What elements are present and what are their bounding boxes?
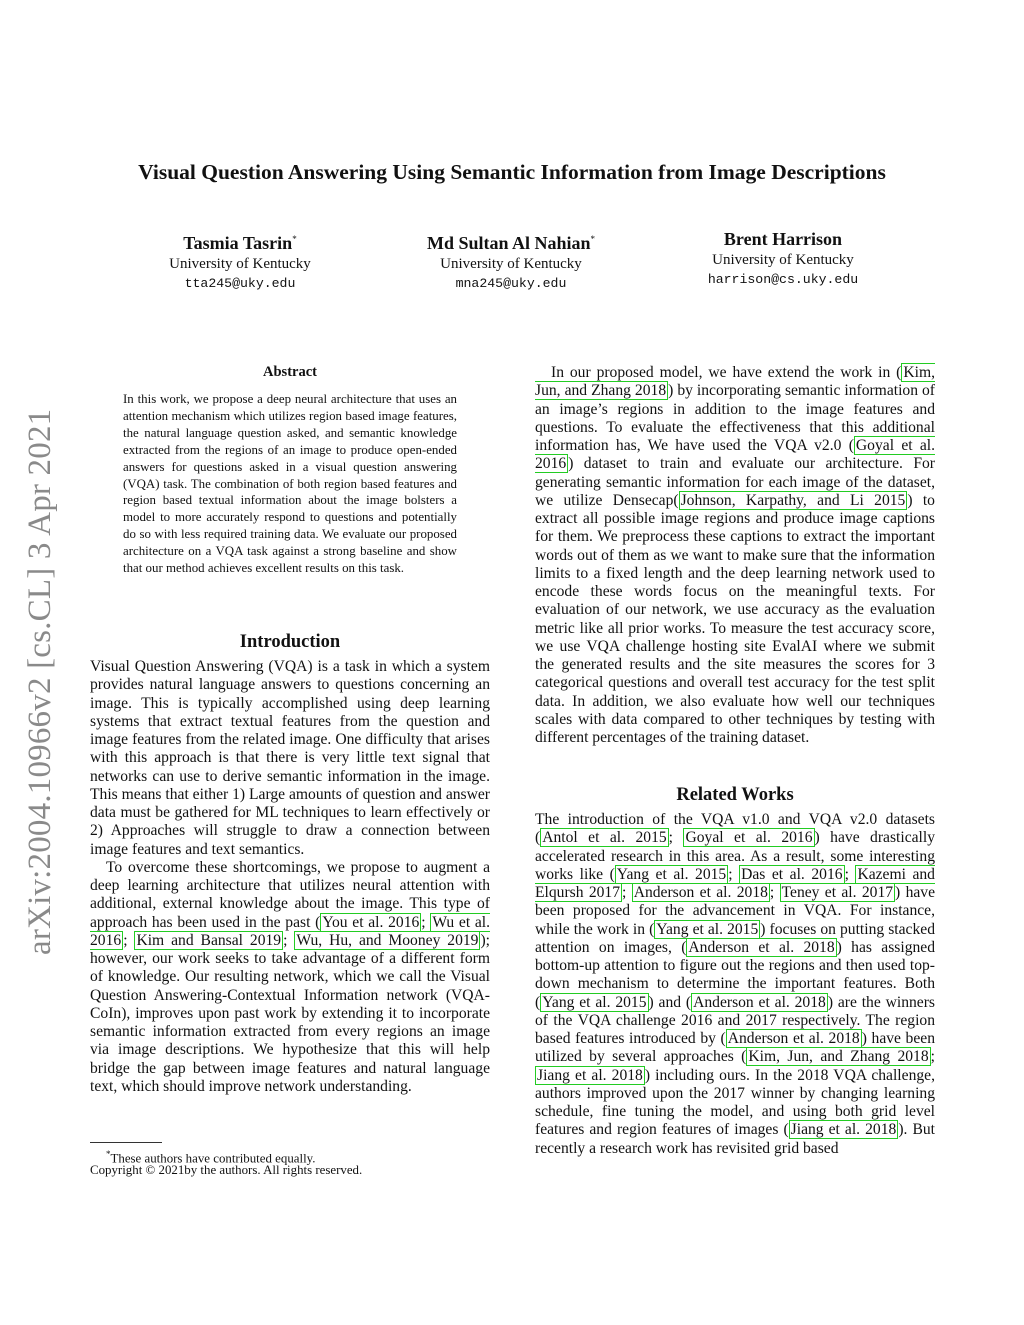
footnote-rule [90,1142,162,1143]
citation-link[interactable]: Anderson et al. 2018 [727,1030,860,1047]
citation-link[interactable]: You et al. 2016 [322,913,420,931]
author-mark: * [590,234,596,244]
citation-link[interactable]: Johnson, Karpathy, and Li 2015 [680,491,906,509]
citation-link[interactable]: Kazemi and Elqursh 2017 [535,865,935,901]
author-name: Tasmia Tasrin [183,233,293,253]
citation-link[interactable]: Yang et al. 2015 [616,865,727,883]
citation-link[interactable]: Antol et al. 2015 [542,829,667,847]
citation-link[interactable]: Anderson et al. 2018 [633,884,768,901]
author-mark: * [292,234,297,244]
paper-title: Visual Question Answering Using Semantic Information from Image Descriptions [138,160,886,184]
right-intro-paragraph: In our proposed model, we have extend the work in ( Kim, Jun, and Zhang 2018 ) by incorporating semantic information of an image’s regions in addition to the image features and questions. To evaluate the effectiveness that this additional information has, We have used the VQA v2.0 ( Goyal et al. 2016 ) dataset to train and evaluate our architecture. For generating semantic information for each image of the dataset, we utilize Densecap( Johnson, Karpathy, and Li 2015 ) to extract all possible image regions and produce image captions for them. We preprocess these captions to extract the important words out of them as we want to make sure that the information limits to a fixed length and the deep learning network used to encode these words focus on the meaningful texts. For evaluation of our network, we use accuracy as the evaluation metric like all prior works. To measure the test accuracy score, we use VQA challenge hosting site EvalAI where we submit the generated results and the site measures the scores for 3 categorical questions and overall test accuracy for the test split data. In addition, we also evaluate how well our techniques scales with data compared to other techniques by testing with different percentages of the training dataset. [535,364,936,746]
citation-link[interactable]: Anderson et al. 2018 [688,938,835,956]
citation-link[interactable]: Jiang et al. 2018 [537,1066,643,1084]
author-3 [653,228,913,289]
author-name: Md Sultan Al Nahian [426,233,591,253]
citation-link[interactable]: Goyal et al. 2016 [535,437,936,473]
citation-link[interactable]: Das et al. 2016 [741,865,843,883]
introduction-heading: Introduction [239,632,341,652]
footnote-mark: * [106,1149,111,1159]
citation-link[interactable]: Yang et al. 2015 [656,920,759,938]
citation-link[interactable]: Goyal et al. 2016 [685,829,813,847]
author-name: Brent Harrison [723,229,843,249]
citation-link[interactable]: Yang et al. 2015 [542,993,647,1011]
author-email: mna245@uky.edu [455,276,567,291]
citation-link[interactable]: Kim and Bansal 2019 [136,931,282,949]
author-affiliation: University of Kentucky [712,252,854,268]
author-1 [110,228,370,293]
citation-link[interactable]: Kim, Jun, and Zhang 2018 [535,364,935,400]
citation-link[interactable]: Jiang et al. 2018 [790,1121,897,1139]
related-works-body: The introduction of the VQA v1.0 and VQA v2.0 datasets ( Antol et al. 2015 ; Goyal et al. 2016 ) have drastically accelerated research in this area. As a result, some interesting works like ( Yang et al. 2015 ; Das et al. 2016 ; Kazemi and Elqursh 2017 ; Anderson et al. 2018 ; Teney et al. 2017 ) have been proposed for the advancement in VQA. For instance, while the work in ( Yang et al. 2015 ) focuses on putting stacked attention on images, ( Anderson et al. 2018 ) has assigned bottom-up attention to figure out the regions and then used top-down mechanism to determine the important features. Both ( Yang et al. 2015 ) and ( Anderson et al. 2018 ) are the winners of the VQA challenge 2016 and 2017 respectively. The region based features introduced by ( Anderson et al. 2018 ) have been utilized by several approaches ( Kim, Jun, and Zhang 2018 ; Jiang et al. 2018 ) including ours. In the 2018 VQA challenge, authors improved upon the 2017 winner by changing learning schedule, fine tuning the model, and using both grid level features and region features of images ( Jiang et al. 2018 ). But recently a research work has revisited grid based [535,811,936,1157]
arxiv-identifier: arXiv:2004.10966v2 [cs.CL] 3 Apr 2021 [22,408,58,955]
related-works-heading: Related Works [676,785,794,805]
footnote-text: These authors have contributed equally. [110,1151,316,1166]
introduction-paragraph-1: Visual Question Answering (VQA) is a task in which a system provides natural language answers to questions concerning an image. This is typically accomplished using deep learning systems that extract textual features from the question and image features from the related image. One difficulty that arises with this approach is that there is very little text signal that networks can use to derive semantic information in the image. This means that either 1) Large amounts of question and answer data must be gathered for ML techniques to learn effectively or 2) Approaches will struggle to draw a connection between image features and text semantics. [90,658,490,858]
introduction-paragraph-2: To overcome these shortcomings, we propose to augment a deep learning architecture that utilizes neural attention with additional, external knowledge about the image. This type of approach has been used in the past ( You et al. 2016 ; Wu et al. 2016 ; Kim and Bansal 2019 ; Wu, Hu, and Mooney 2019 ); however, our work seeks to take advantage of a different form of knowledge. Our resulting network, which we call the Visual Question Answering-Contextual Information network (VQA-CoIn), improves upon past work by extending it to incorporate semantic information extracted from every regions an image via image descriptions. We hypothesize that this will help bridge the gap between image features and natural language text, which should improve network understanding. [90,858,491,1095]
introduction-body [90,658,490,1096]
citation-link[interactable]: Wu et al. 2016 [90,913,491,949]
citation-link[interactable]: Wu, Hu, and Mooney 2019 [296,931,479,949]
author-affiliation: University of Kentucky [440,256,582,272]
citation-link[interactable]: Teney et al. 2017 [781,884,894,901]
author-email: harrison@cs.uky.edu [707,272,859,287]
author-email: tta245@uky.edu [184,276,296,291]
abstract-heading: Abstract [263,364,317,380]
author-affiliation: University of Kentucky [169,256,311,272]
copyright-notice: Copyright © 2021by the authors. All rights reserved. [90,1163,363,1177]
author-2 [381,228,641,293]
abstract-text: In this work, we propose a deep neural architecture that uses an attention mechanism which utilizes region based image features, the natural language question asked, and semantic knowledge extracted from the regions of an image to produce open-ended answers for questions asked in a visual question answering (VQA) task. The combination of both region based features and region based textual information about the image bolsters a model to more accurately respond to questions and potentially do so with less required training data. We evaluate our proposed architecture on a VQA task against a strong baseline and show that our method achieves excellent results on this task. [123,392,457,576]
citation-link[interactable]: Kim, Jun, and Zhang 2018 [748,1048,929,1066]
citation-link[interactable]: Anderson et al. 2018 [693,993,826,1011]
